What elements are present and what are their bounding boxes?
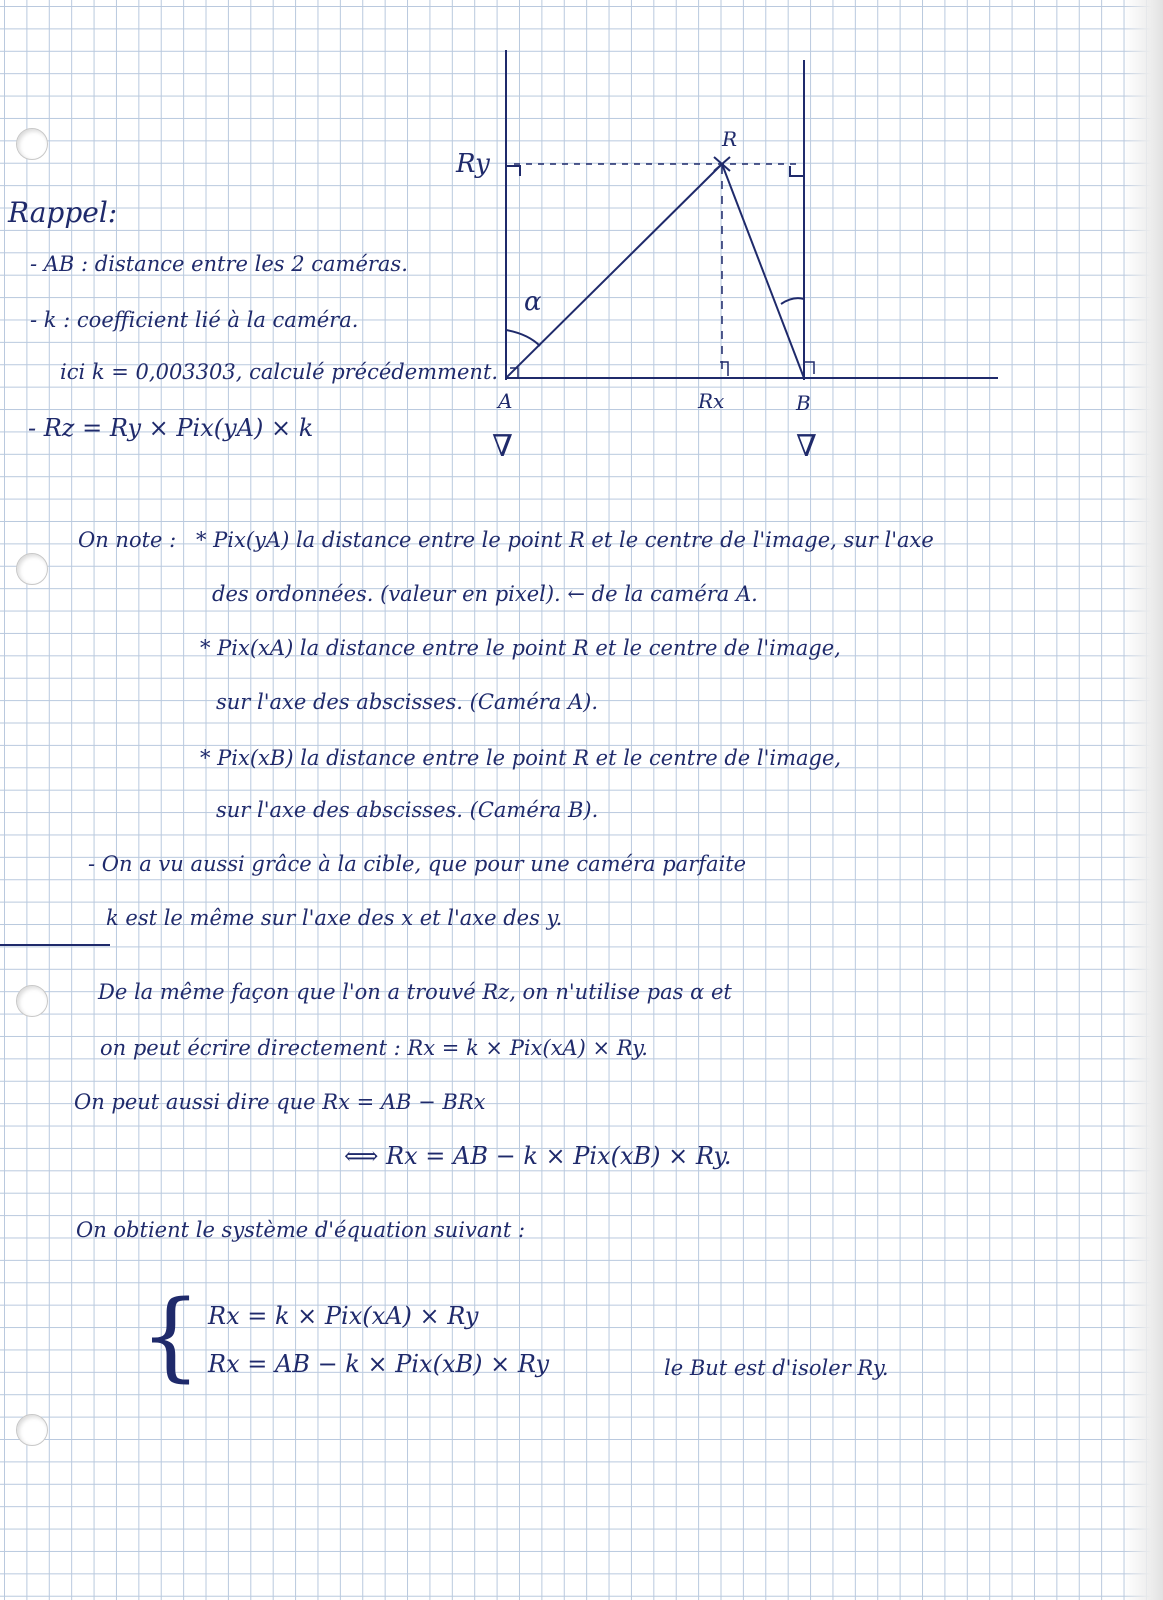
- diagram-label-alpha: α: [524, 287, 542, 317]
- system-brace: {: [140, 1280, 202, 1392]
- right-angle-top-right: [790, 166, 804, 176]
- rappel-line-rz: - Rz = Ry × Pix(yA) × k: [28, 414, 314, 442]
- note-cible-line2: k est le même sur l'axe des x et l'axe des y.: [106, 906, 563, 930]
- right-angle-b: [804, 362, 814, 374]
- note-cible-line1: - On a vu aussi grâce à la cible, que pour une caméra parfaite: [88, 852, 747, 876]
- camera-a-icon: ∇: [492, 429, 513, 464]
- rappel-title: Rappel:: [8, 196, 118, 229]
- angle-alpha-arc: [506, 330, 540, 346]
- punch-hole: [16, 1414, 48, 1446]
- body-paragraph-2-line1: On peut aussi dire que Rx = AB − BRx: [74, 1090, 486, 1114]
- punch-hole: [16, 553, 48, 585]
- rappel-line-k: - k : coefficient lié à la caméra.: [30, 308, 359, 332]
- body-paragraph-1-line1: De la même façon que l'on a trouvé Rz, on n'utilise pas α et: [98, 980, 732, 1004]
- note-pix-xb-line2: sur l'axe des abscisses. (Caméra B).: [216, 798, 599, 822]
- diagram-label-a: A: [498, 389, 513, 413]
- system-equation-2: Rx = AB − k × Pix(xB) × Ry: [208, 1350, 550, 1378]
- note-pix-xb-line1: * Pix(xB) la distance entre le point R et le centre de l'image,: [200, 746, 842, 770]
- body-paragraph-3: On obtient le système d'équation suivant :: [76, 1218, 526, 1242]
- right-angle-ry: [506, 166, 520, 176]
- body-paragraph-2-line2: ⟺ Rx = AB − k × Pix(xB) × Ry.: [344, 1142, 732, 1170]
- note-pix-xa-line2: sur l'axe des abscisses. (Caméra A).: [216, 690, 599, 714]
- note-pix-xa-line1: * Pix(xA) la distance entre le point R et le centre de l'image,: [200, 636, 841, 660]
- rappel-line-ab: - AB : distance entre les 2 caméras.: [30, 252, 408, 276]
- diagram-label-b: B: [796, 391, 811, 415]
- line-r-b: [722, 164, 804, 378]
- separator-line: [0, 944, 110, 946]
- note-pix-ya-line1: * Pix(yA) la distance entre le point R et le centre de l'image, sur l'axe: [196, 528, 934, 552]
- line-a-r: [506, 164, 722, 378]
- camera-b-icon: ∇: [796, 429, 817, 464]
- diagram-label-rx: Rx: [698, 389, 725, 413]
- angle-b-arc: [781, 298, 804, 304]
- punch-hole: [16, 985, 48, 1017]
- system-goal-note: le But est d'isoler Ry.: [664, 1356, 889, 1380]
- rappel-line-k-value: ici k = 0,003303, calculé précédemment.: [60, 360, 499, 384]
- note-pix-ya-line2: des ordonnées. (valeur en pixel). ← de la caméra A.: [212, 582, 758, 606]
- notes-prefix: On note :: [78, 528, 177, 552]
- system-equation-1: Rx = k × Pix(xA) × Ry: [208, 1302, 479, 1330]
- body-paragraph-1-line2: on peut écrire directement : Rx = k × Pix(xA) × Ry.: [100, 1036, 648, 1060]
- right-angle-rx: [720, 362, 728, 376]
- diagram-label-ry: Ry: [456, 149, 490, 179]
- diagram-label-r: R: [722, 127, 738, 151]
